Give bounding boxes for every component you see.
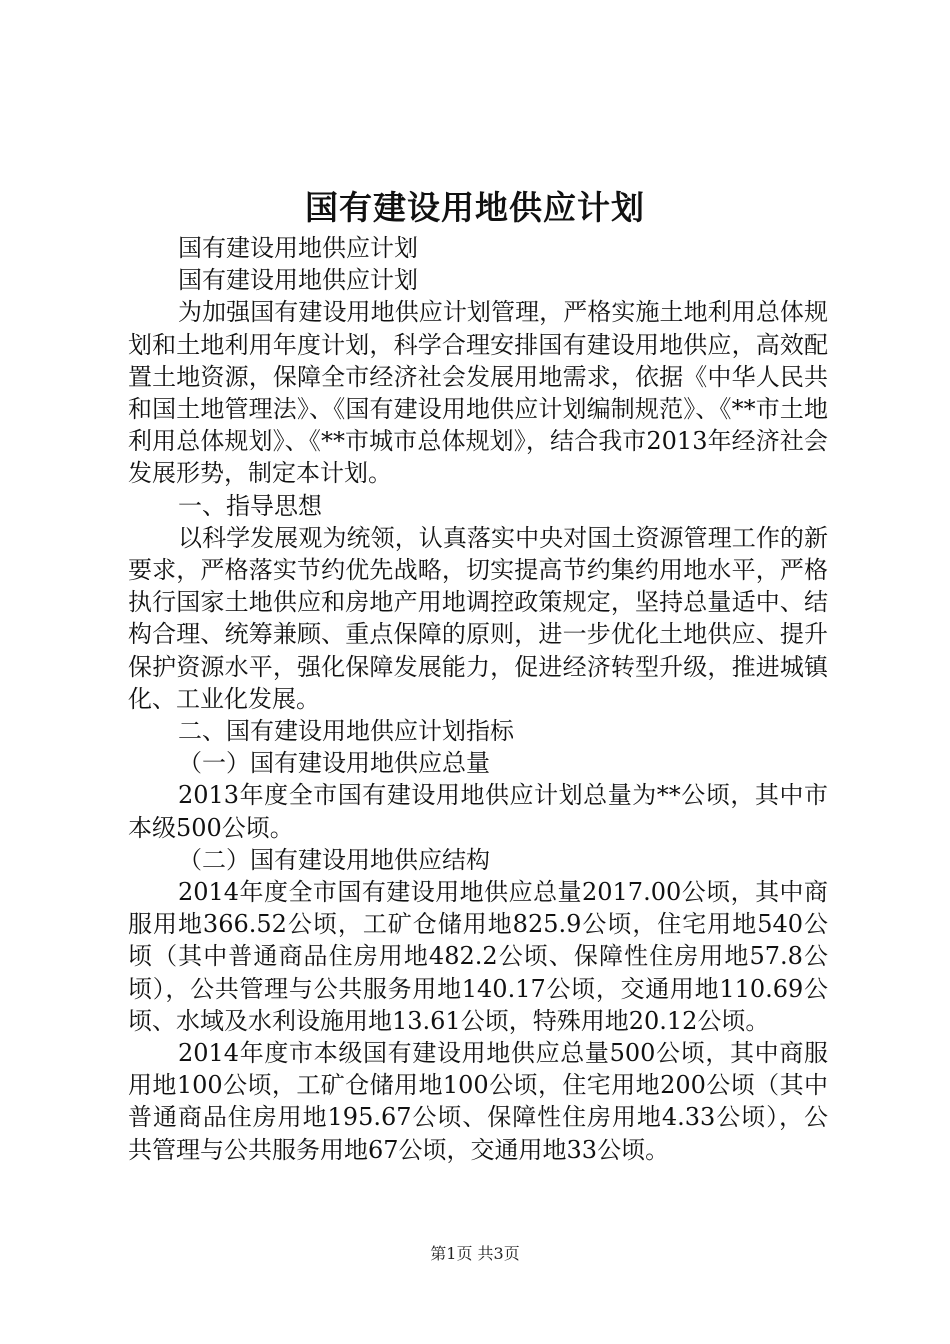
subsection-heading-total-supply: （一）国有建设用地供应总量: [178, 749, 490, 778]
document-body: [128, 232, 828, 1166]
subsection-heading-supply-structure: （二）国有建设用地供应结构: [178, 845, 490, 874]
section-heading-plan-indicators: 二、国有建设用地供应计划指标: [178, 717, 514, 746]
paragraph-city-structure: 2014年度全市国有建设用地供应总量2017.00公顷，其中商服用地366.52公顷，工矿仓储用地825.9公顷，住宅用地540公顷（其中普通商品住房用地482.2公顷、保障性住房用地57.8公顷），公共管理与公共服务用地140.17公顷，交通用地110.69公顷、水域及水利设施用地13.61公顷，特殊用地20.12公顷。: [128, 878, 828, 1035]
paragraph-heading-repeat-2: 国有建设用地供应计划: [178, 266, 418, 295]
paragraph-guiding-ideology: 以科学发展观为统领，认真落实中央对国土资源管理工作的新要求，严格落实节约优先战略，切实提高节约集约用地水平，严格执行国家土地供应和房地产用地调控政策规定，坚持总量适中、结构合理、统筹兼顾、重点保障的原则，进一步优化土地供应、提升保护资源水平，强化保障发展能力，促进经济转型升级，推进城镇化、工业化发展。: [128, 523, 828, 713]
section-heading-guiding-ideology: 一、指导思想: [178, 491, 322, 520]
paragraph-municipal-structure: 2014年度市本级国有建设用地供应总量500公顷，其中商服用地100公顷，工矿仓储用地100公顷，住宅用地200公顷（其中普通商品住房用地195.67公顷、保障性住房用地4.33公顷），公共管理与公共服务用地67公顷，交通用地33公顷。: [128, 1039, 828, 1164]
paragraph-total-supply: 2013年度全市国有建设用地供应计划总量为**公顷，其中市本级500公顷。: [128, 781, 828, 842]
page-footer: 第1页 共3页: [430, 1244, 520, 1263]
paragraph-heading-repeat-1: 国有建设用地供应计划: [178, 234, 418, 262]
document-title: 国有建设用地供应计划: [305, 188, 645, 227]
paragraph-intro: 为加强国有建设用地供应计划管理，严格实施土地利用总体规划和土地利用年度计划，科学合理安排国有建设用地供应，高效配置土地资源，保障全市经济社会发展用地需求，依据《中华人民共和国土地管理法》、《国有建设用地供应计划编制规范》、《**市土地利用总体规划》、《**市城市总体规划》，结合我市2013年经济社会发展形势，制定本计划。: [128, 298, 828, 488]
